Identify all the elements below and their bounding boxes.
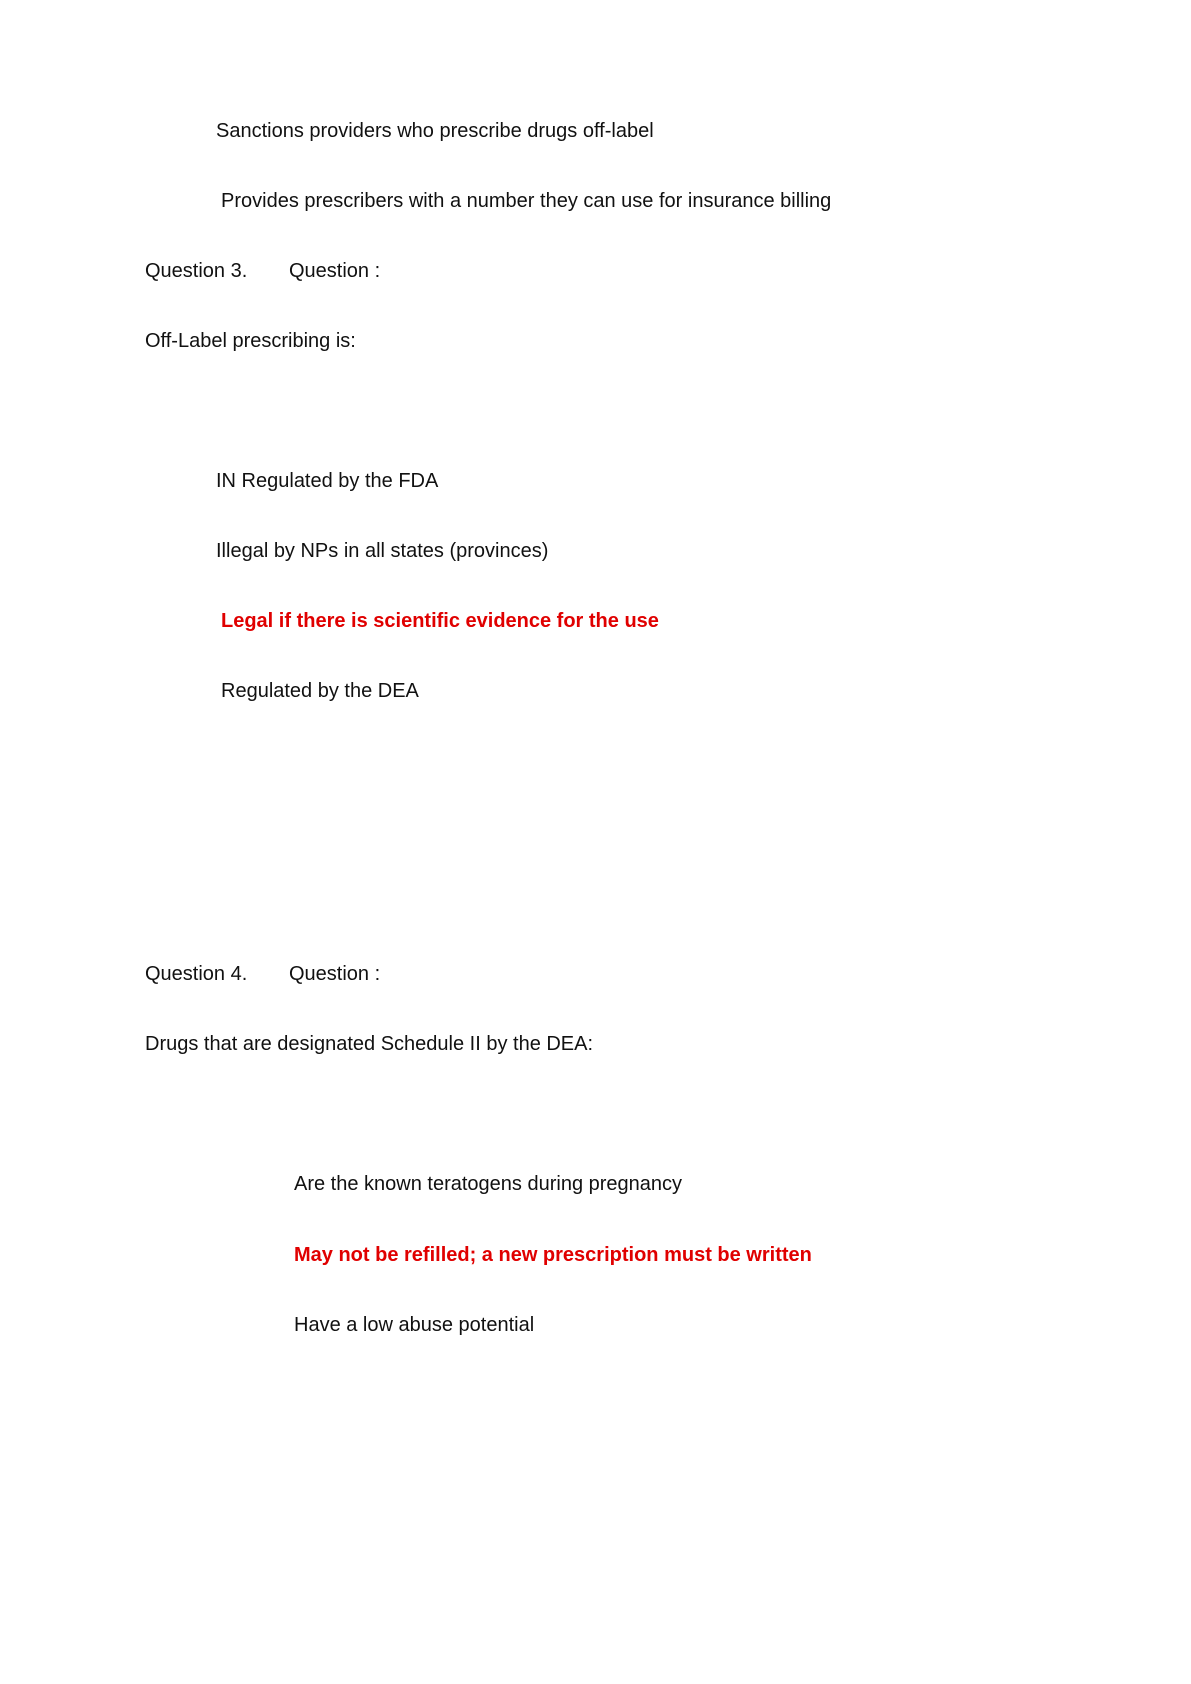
answer-option: IN Regulated by the FDA <box>216 470 439 492</box>
question-prompt: Off-Label prescribing is: <box>145 330 356 352</box>
answer-option: Regulated by the DEA <box>221 680 419 702</box>
question-number: Question 3. <box>145 260 248 282</box>
question-label: Question : <box>289 963 381 985</box>
answer-option: Provides prescribers with a number they can use for insurance billing <box>221 190 832 212</box>
question-number: Question 4. <box>145 963 248 985</box>
answer-option: Are the known teratogens during pregnancy <box>294 1173 683 1195</box>
question-prompt: Drugs that are designated Schedule II by the DEA: <box>145 1033 594 1055</box>
answer-option: Sanctions providers who prescribe drugs off-label <box>216 120 654 142</box>
answer-option: Illegal by NPs in all states (provinces) <box>216 540 549 562</box>
correct-answer-option: May not be refilled; a new prescription must be written <box>294 1244 812 1266</box>
question-label: Question : <box>289 260 381 282</box>
answer-option: Have a low abuse potential <box>294 1314 535 1336</box>
correct-answer-option: Legal if there is scientific evidence for the use <box>221 610 659 632</box>
